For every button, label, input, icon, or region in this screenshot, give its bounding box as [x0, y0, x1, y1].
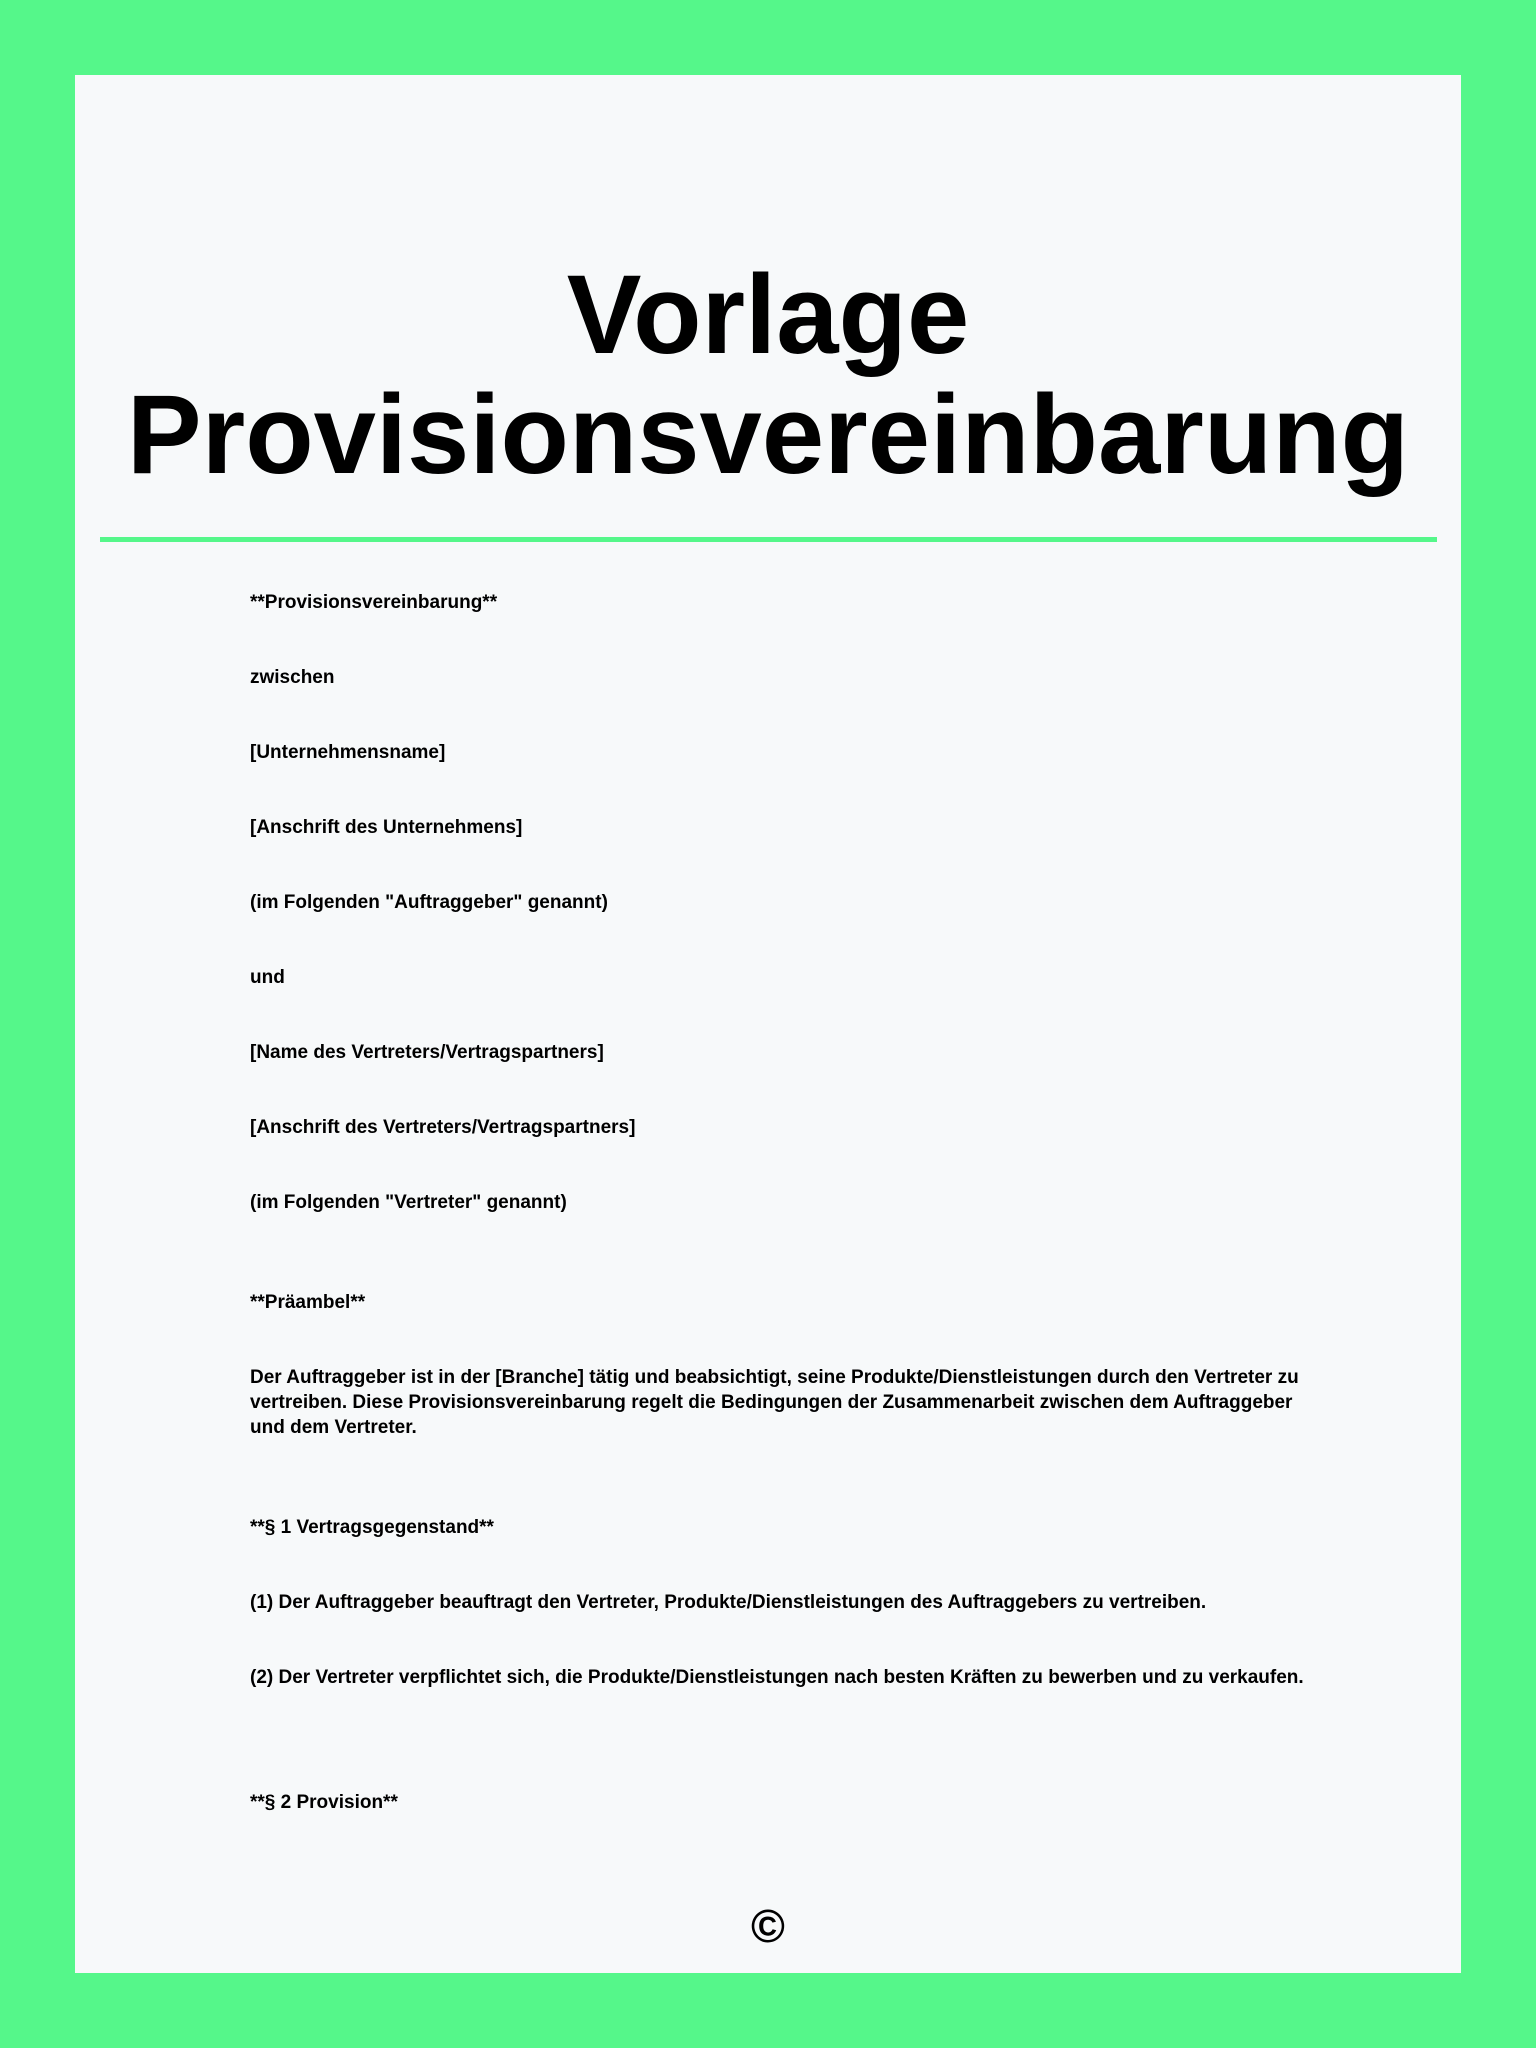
- heading-provisionsvereinbarung: **Provisionsvereinbarung**: [250, 592, 498, 613]
- paragraph-section-1-clause-2: (2) Der Vertreter verpflichtet sich, die Produkte/Dienstleistungen nach besten Kräften zu bewerben und zu verkaufen.: [250, 1667, 1304, 1688]
- paragraph-vertreter-note: (im Folgenden "Vertreter" genannt): [250, 1192, 567, 1213]
- copyright-icon: ©: [751, 1900, 785, 1952]
- paragraph-und: und: [250, 967, 285, 988]
- page-title: [75, 252, 1461, 497]
- heading-section-2: **§ 2 Provision**: [250, 1792, 398, 1813]
- paragraph-company-name: [Unternehmensname]: [250, 742, 446, 763]
- paragraph-auftraggeber-note: (im Folgenden "Auftraggeber" genannt): [250, 892, 608, 913]
- title-divider: [100, 537, 1437, 542]
- paragraph-praeambel-text: Der Auftraggeber ist in der [Branche] tätig und beabsichtigt, seine Produkte/Dienstleistungen durch den Vertreter zu vertreiben. Diese Provisionsvereinbarung regelt die Bedingungen der Zusammenarbeit zwischen dem Auftraggeber und dem Vertreter.: [250, 1367, 1299, 1438]
- title-line-1: Vorlage: [566, 252, 970, 377]
- title-line-2: Provisionsvereinbarung: [126, 372, 1410, 497]
- heading-praeambel: **Präambel**: [250, 1292, 366, 1313]
- paragraph-representative-address: [Anschrift des Vertreters/Vertragspartners]: [250, 1117, 636, 1138]
- heading-section-1: **§ 1 Vertragsgegenstand**: [250, 1517, 494, 1538]
- paragraph-section-1-clause-1: (1) Der Auftraggeber beauftragt den Vertreter, Produkte/Dienstleistungen des Auftraggebers zu vertreiben.: [250, 1592, 1207, 1613]
- paragraph-representative-name: [Name des Vertreters/Vertragspartners]: [250, 1042, 604, 1063]
- paragraph-zwischen: zwischen: [250, 667, 335, 688]
- paragraph-company-address: [Anschrift des Unternehmens]: [250, 817, 523, 838]
- document-page: [75, 75, 1461, 1973]
